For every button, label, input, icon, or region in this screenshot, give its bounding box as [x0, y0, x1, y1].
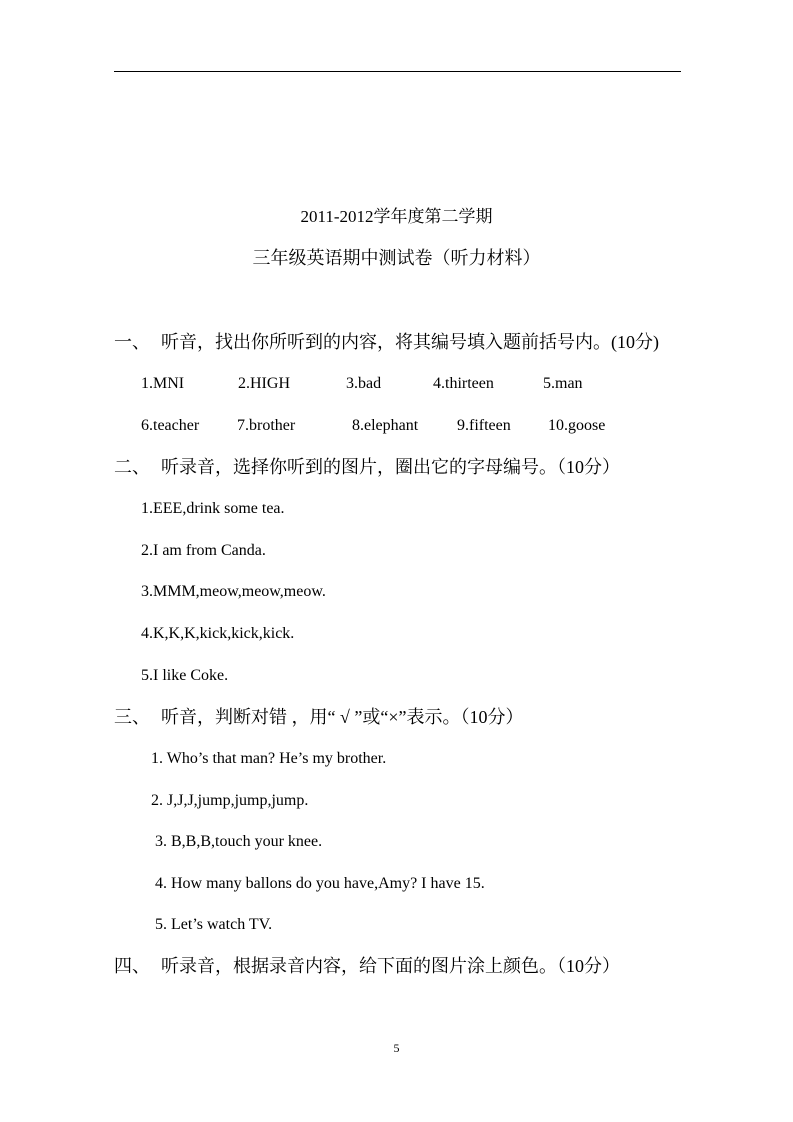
section-3-heading	[114, 708, 524, 726]
list-item: 2. J,J,J,jump,jump,jump.	[151, 792, 309, 809]
section-4-heading	[114, 957, 620, 975]
list-item: 1. Who’s that man? He’s my brother.	[151, 750, 387, 767]
word-item: 6.teacher	[141, 417, 200, 434]
word-item: 4.thirteen	[433, 375, 494, 392]
section-1-instruction: 听音，找出你所听到的内容，将其编号填入题前括号内。(10分)	[161, 332, 659, 352]
list-item: 4.K,K,K,kick,kick,kick.	[141, 625, 295, 642]
section-4-number: 四、	[114, 956, 150, 976]
header-rule	[114, 71, 681, 72]
section-2-heading	[114, 458, 620, 476]
section-1-row-2	[0, 418, 793, 438]
list-item: 3.MMM,meow,meow,meow.	[141, 583, 326, 600]
exam-term-title: 2011-2012学年度第二学期	[300, 207, 493, 226]
section-1-heading	[114, 333, 659, 351]
list-item: 5.I like Coke.	[141, 667, 229, 684]
list-item: 3. B,B,B,touch your knee.	[155, 833, 323, 850]
word-item: 9.fifteen	[457, 417, 511, 434]
exam-title: 三年级英语期中测试卷（听力材料）	[252, 248, 541, 268]
list-item: 4. How many ballons do you have,Amy? I have 15.	[155, 875, 485, 892]
section-4-instruction: 听录音，根据录音内容，给下面的图片涂上颜色。（10分）	[161, 956, 620, 976]
list-item: 5. Let’s watch TV.	[155, 916, 273, 933]
word-item: 3.bad	[346, 375, 382, 392]
section-1-row-1	[0, 376, 793, 396]
word-item: 1.MNI	[141, 375, 185, 392]
section-2-number: 二、	[114, 457, 150, 477]
list-item: 2.I am from Canda.	[141, 542, 266, 559]
word-item: 8.elephant	[352, 417, 419, 434]
section-3-number: 三、	[114, 707, 150, 727]
section-2-instruction: 听录音，选择你听到的图片，圈出它的字母编号。（10分）	[161, 457, 620, 477]
word-item: 2.HIGH	[238, 375, 290, 392]
page-number: 5	[393, 1041, 400, 1055]
word-item: 7.brother	[237, 417, 296, 434]
word-item: 10.goose	[548, 417, 606, 434]
section-3-instruction: 听音，判断对错 ，用“ √ ”或“×”表示。（10分）	[161, 707, 524, 727]
section-1-number: 一、	[114, 332, 150, 352]
list-item: 1.EEE,drink some tea.	[141, 500, 285, 517]
word-item: 5.man	[543, 375, 583, 392]
